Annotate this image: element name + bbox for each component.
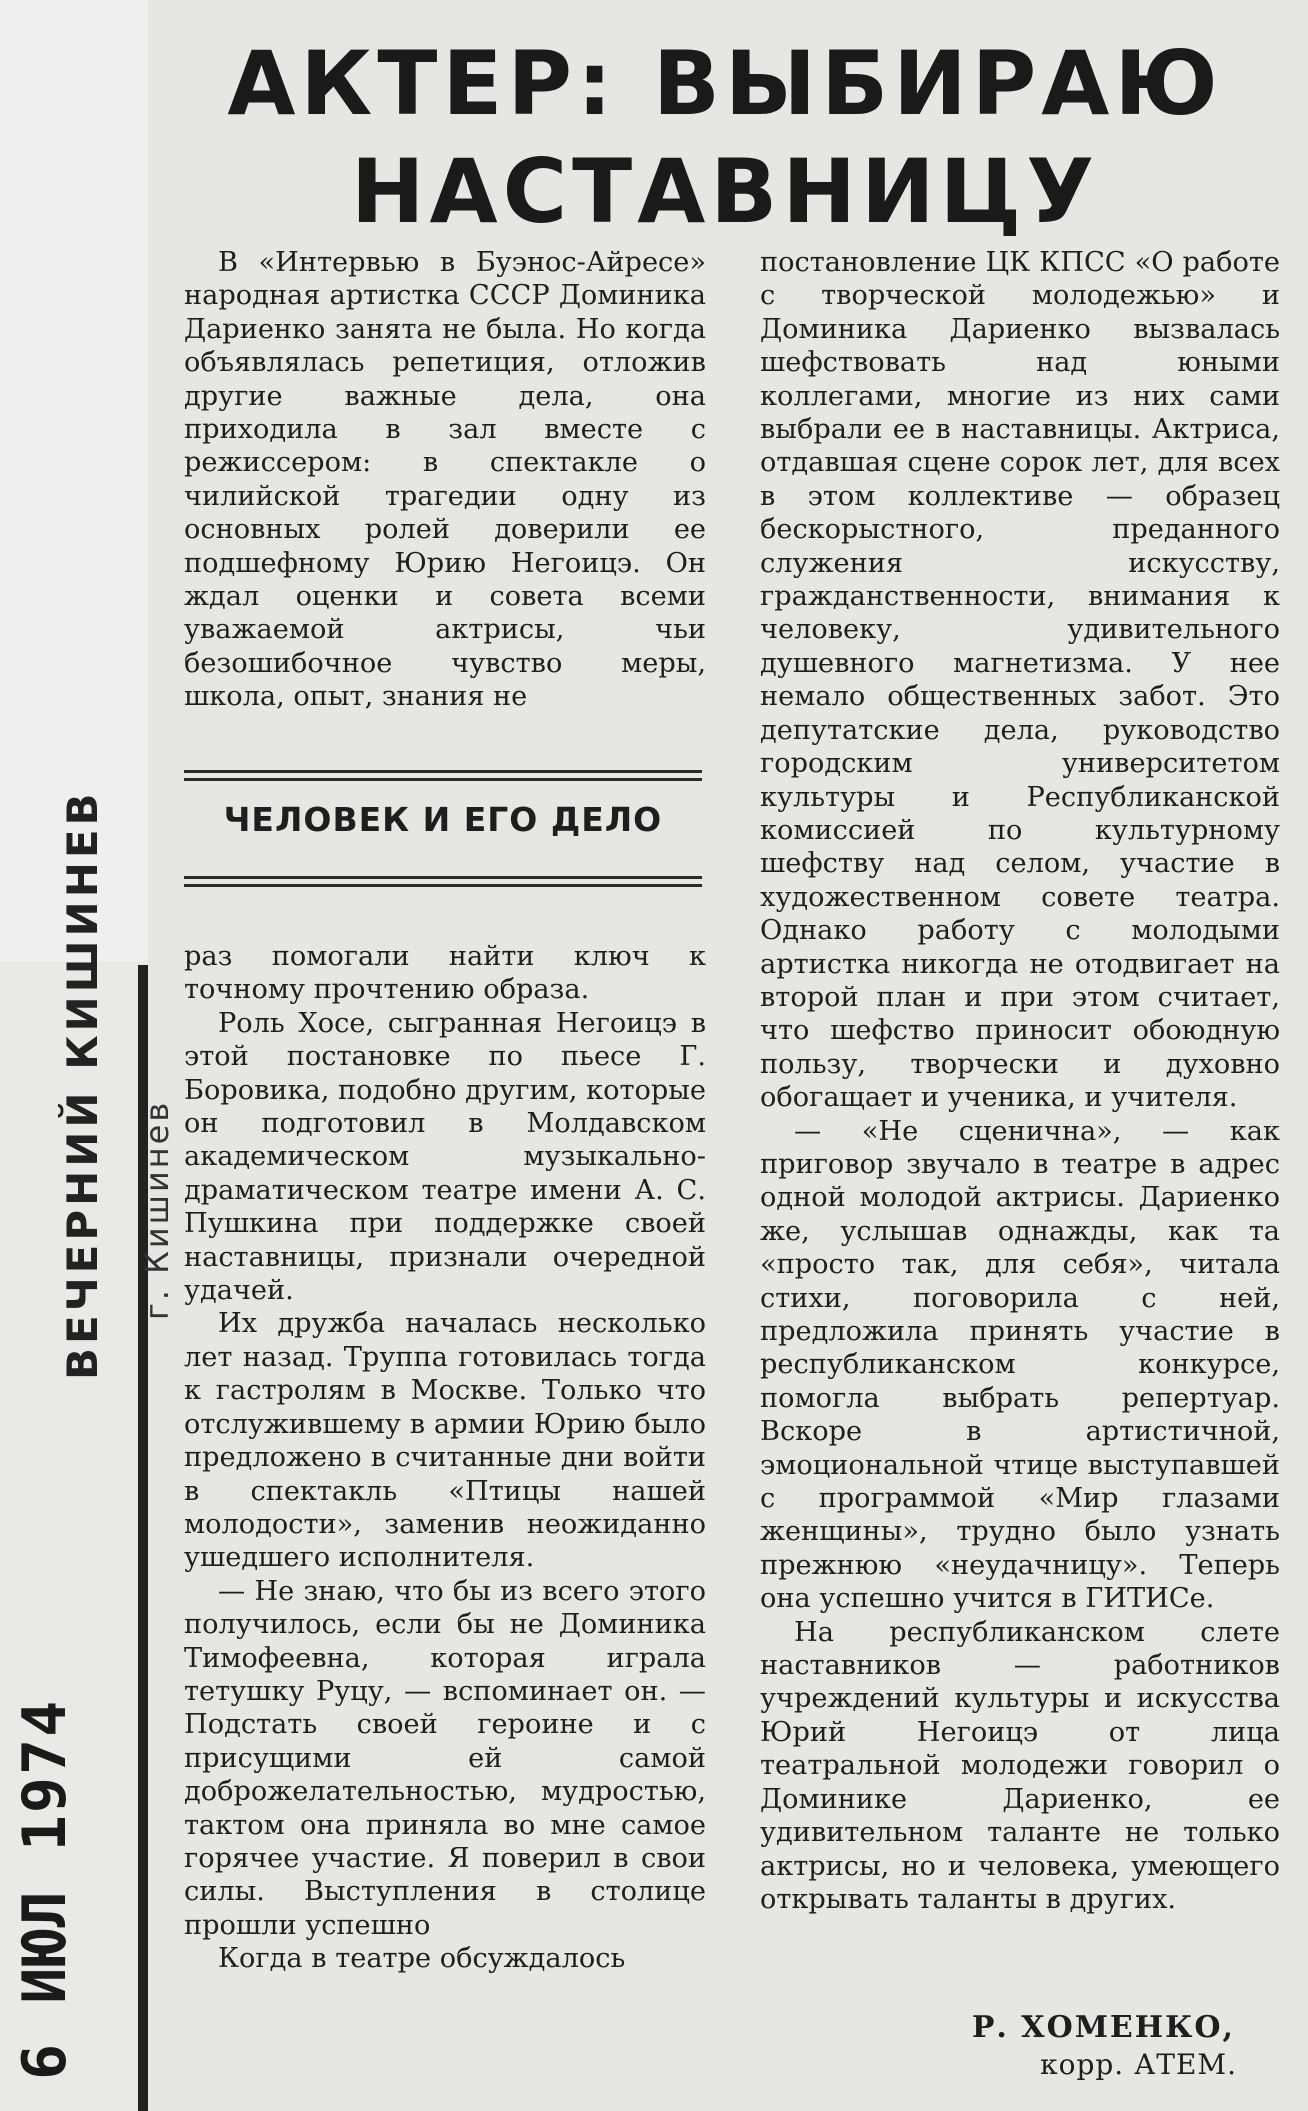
article-paragraph: Когда в театре обсуждалось <box>218 1943 626 1975</box>
article-author: Р. ХОМЕНКО, <box>971 2010 1235 2045</box>
city-stamp: г. Кишинев <box>138 1099 176 1320</box>
rubric-rule-top <box>184 770 702 781</box>
rubric-heading: ЧЕЛОВЕК И ЕГО ДЕЛО <box>223 800 663 839</box>
article-paragraph: — «Не сценична», — как приговор звучало в театре в адрес одной молодой актрисы. Дариенко же, услышав однажды, как та «просто так, для себя», читала стихи, поговорила с ней, предложила принять участие в республиканском конкурсе, помогла выбрать репертуар. Вскоре в артистичной, эмоциональной чтице выступавшей с программой «Мир глазами женщины», трудно было узнать прежнюю «неудачницу». Теперь она успешно учится в ГИТИСе. <box>760 1115 1280 1615</box>
article-paragraph: Роль Хосе, сыгранная Негоицэ в этой постановке по пьесе Г. Боровика, подобно другим, которые он подготовил в Молдавском академическом музыкально-драматическом театре имени А. С. Пушкина при поддержке своей наставницы, признали очередной удачей. <box>184 1007 706 1307</box>
article-paragraph: — Не знаю, что бы из всего этого получилось, если бы не Доминика Тимофеевна, которая играла тетушку Руцу, — вспоминает он. — Подстать своей героине и с присущими ей самой доброжелательностью, мудростью, тактом она приняла во мне самое горячее участие. Я поверил в свои силы. Выступления в столице прошли успешно <box>184 1575 706 1941</box>
date-stamp: 6 ИЮЛ 1974 <box>10 1698 80 2080</box>
article-title: АКТЕР: ВЫБИРАЮ НАСТАВНИЦУ <box>227 32 1223 243</box>
article-paragraph: На республиканском слете наставников — работников учреждений культуры и искусства Юрий Негоицэ от лица театральной молодежи говорил о Доминике Дариенко, ее удивительном таланте не только актрисы, но и человека, умеющего открывать таланты в других. <box>760 1616 1280 1915</box>
article-paragraph: В «Интервью в Буэнос-Айресе» народная артистка СССР Доминика Дариенко занята не была. Но когда объявлялась репетиция, отложив другие важные дела, она приходила в зал вместе с режиссером: в спектакле о чилийской трагедии одну из основных ролей доверили ее подшефному Юрию Негоицэ. Он ждал оценки и совета всеми уважаемой актрисы, чьи безошибочное чувство меры, школа, опыт, знания не <box>184 247 706 713</box>
article-paragraph: постановление ЦК КПСС «О работе с творческой молодежью» и Доминика Дариенко вызвалась шефствовать над юными коллегами, многие из них сами выбрали ее в наставницы. Актриса, отдавшая сцене сорок лет, для всех в этом коллективе — образец бескорыстного, преданного служения искусству, гражданственности, внимания к человеку, удивительного душевного магнетизма. У нее немало общественных забот. Это депутатские дела, руководство городским университетом культуры и Республиканской комиссией по культурному шефству над селом, участие в художественном совете театра. Однако работу с молодыми артистка никогда не отодвигает на второй план и при этом считает, что шефство приносит обоюдную пользу, творчески и духовно обогащает и ученика, и учителя. <box>760 247 1280 1114</box>
article-column-right <box>760 246 1280 1916</box>
newspaper-name-stamp: ВЕЧЕРНИЙ КИШИНЕВ <box>58 789 107 1380</box>
article-agency: корр. АТЕМ. <box>1040 2048 1237 2081</box>
article-paragraph: Их дружба началась несколько лет назад. Труппа готовилась тогда к гастролям в Москве. Только что отслужившему в армии Юрию было предложено в считанные дни войти в спектакль «Птицы нашей молодости», заменив неожиданно ушедшего исполнителя. <box>184 1308 706 1574</box>
article-paragraph: раз помогали найти ключ к точному прочтению образа. <box>184 941 706 1006</box>
article-column-left-top <box>184 246 706 714</box>
article-column-left-bottom <box>184 940 706 1976</box>
rubric-rule-bottom <box>184 876 702 887</box>
